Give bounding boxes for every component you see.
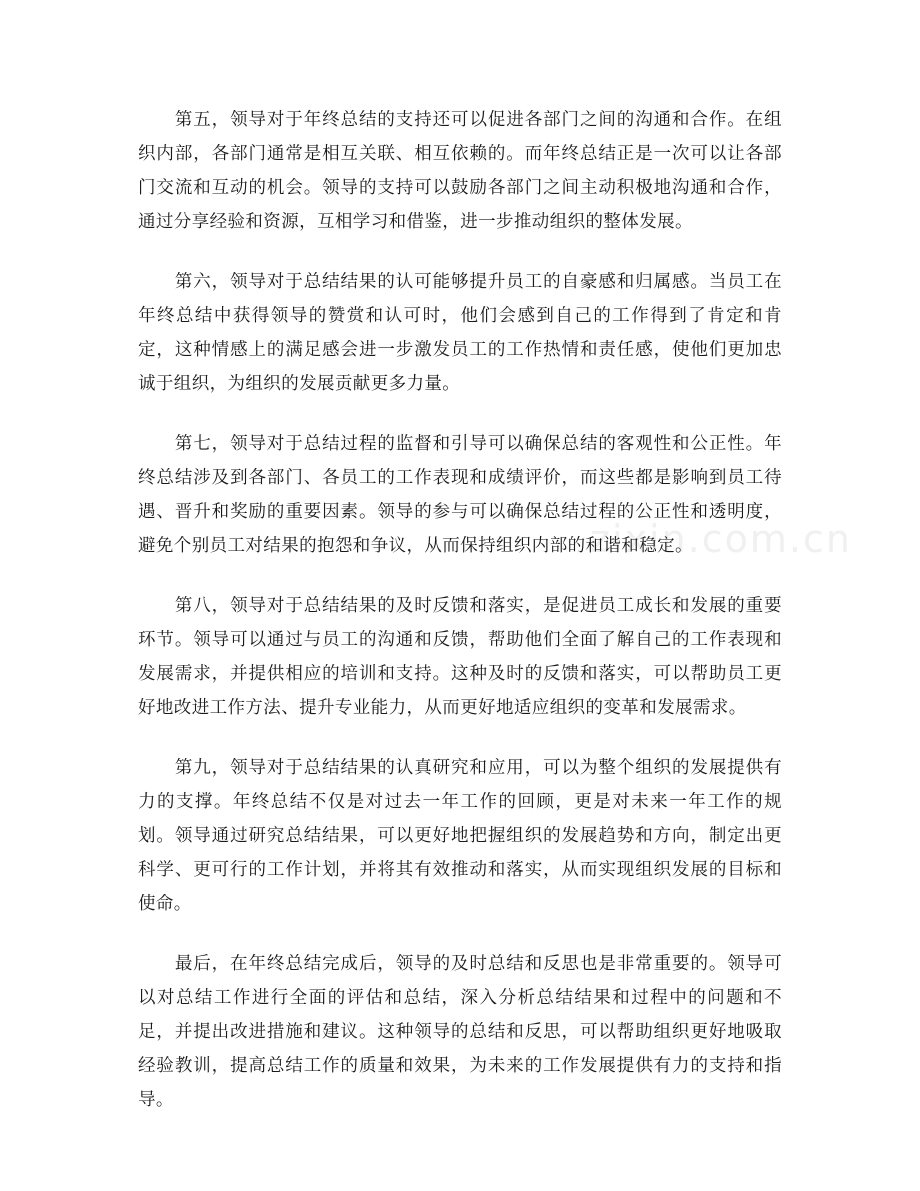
paragraph-final: 最后，在年终总结完成后，领导的及时总结和反思也是非常重要的。领导可以对总结工作进行全面的评估和总结，深入分析总结结果和过程中的问题和不足，并提出改进措施和建议。这种领导的总结和反思，可以帮助组织更好地吸取经验教训，提高总结工作的质量和效果，为未来的工作发展提供有力的支持和指导。 (138, 954, 782, 1110)
watermark: zixin.com.cn (590, 517, 852, 561)
paragraph-8: 第八，领导对于总结结果的及时反馈和落实，是促进员工成长和发展的重要环节。领导可以通过与员工的沟通和反馈，帮助他们全面了解自己的工作表现和发展需求，并提供相应的培训和支持。这种及时的反馈和落实，可以帮助员工更好地改进工作方法、提升专业能力，从而更好地适应组织的变革和发展需求。 (138, 596, 782, 718)
paragraph-5: 第五，领导对于年终总结的支持还可以促进各部门之间的沟通和合作。在组织内部，各部门通常是相互关联、相互依赖的。而年终总结正是一次可以让各部门交流和互动的机会。领导的支持可以鼓励各部门之间主动积极地沟通和合作，通过分享经验和资源，互相学习和借鉴，进一步推动组织的整体发展。 (138, 110, 782, 232)
paragraph-7: 第七，领导对于总结过程的监督和引导可以确保总结的客观性和公正性。年终总结涉及到各部门、各员工的工作表现和成绩评价，而这些都是影响到员工待遇、晋升和奖励的重要因素。领导的参与可以确保总结过程的公正性和透明度，避免个别员工对结果的抱怨和争议，从而保持组织内部的和谐和稳定。 (138, 434, 782, 556)
paragraph-6: 第六，领导对于总结结果的认可能够提升员工的自豪感和归属感。当员工在年终总结中获得领导的赞赏和认可时，他们会感到自己的工作得到了肯定和肯定，这种情感上的满足感会进一步激发员工的工作热情和责任感，使他们更加忠诚于组织，为组织的发展贡献更多力量。 (138, 272, 782, 394)
paragraph-9: 第九，领导对于总结结果的认真研究和应用，可以为整个组织的发展提供有力的支撑。年终总结不仅是对过去一年工作的回顾，更是对未来一年工作的规划。领导通过研究总结结果，可以更好地把握组织的发展趋势和方向，制定出更科学、更可行的工作计划，并将其有效推动和落实，从而实现组织发展的目标和使命。 (138, 758, 782, 914)
document-body (138, 103, 782, 1143)
